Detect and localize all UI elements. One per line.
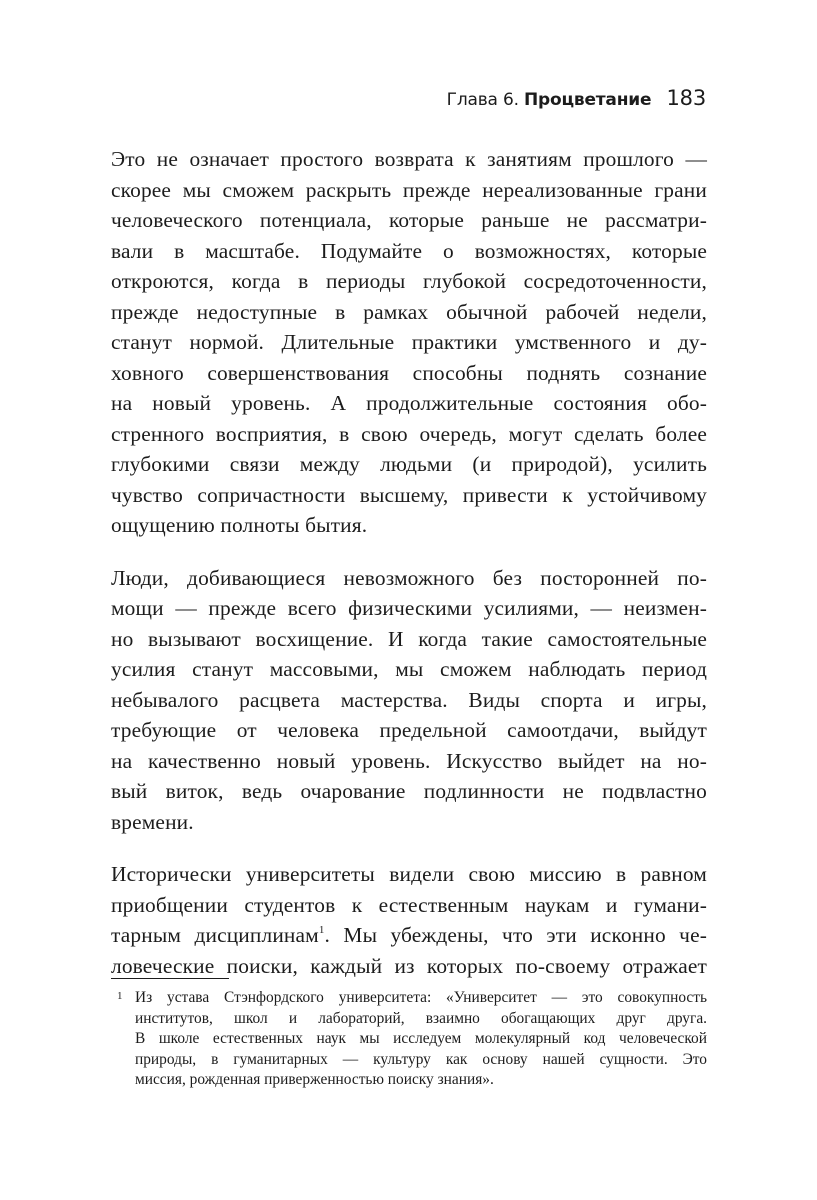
running-head (447, 86, 706, 112)
paragraph-2 (111, 563, 707, 838)
chapter-title: Процветание (524, 90, 652, 110)
text-line: ощущению полноты бытия. (111, 513, 368, 537)
text-line: ховного совершенствования способны поднять сознание (111, 360, 707, 385)
text-line: на новый уровень. А продолжительные состояния обо- (111, 391, 707, 415)
text-line: глубокими связи между людьми (и природой), усилить (111, 452, 707, 476)
text-line: Исторически университеты видели свою миссию в равном (111, 862, 707, 886)
chapter-label: Глава 6. (446, 90, 519, 110)
text-line-with-footnote (111, 920, 707, 951)
text-line: стренного восприятия, в свою очередь, могут сделать более (111, 421, 707, 446)
text-line: скорее мы сможем раскрыть прежде нереализованные грани (111, 177, 707, 202)
footnote-line: природы, в гуманитарных — культуру как основу нашей сущности. Это (135, 1050, 707, 1068)
text-line: приобщении студентов к естественным наукам и гумани- (111, 892, 707, 917)
text-line: на качественно новый уровень. Искусство выйдет на но- (111, 748, 707, 773)
footnote-line: Из устава Стэнфордского университета: «Университет — это совокупность (135, 989, 707, 1006)
footnote-line: институтов, школ и лабораторий, взаимно обогащающих друг друга. (135, 1009, 707, 1027)
footnote-number: 1 (117, 990, 123, 1002)
text-line: откроются, когда в периоды глубокой сосредоточенности, (111, 269, 707, 293)
text-line: ловеческие поиски, каждый из которых по-своему отражает (111, 953, 707, 978)
text-line: вали в масштабе. Подумайте о возможностях, которые (111, 238, 707, 263)
text-line: Люди, добивающиеся невозможного без посторонней по- (111, 565, 707, 590)
text-line: мощи — прежде всего физическими усилиями, — неизмен- (111, 596, 707, 620)
text-line: времени. (111, 809, 194, 834)
text-line: человеческого потенциала, которые раньше не рассматри- (111, 208, 707, 232)
text-line: чувство сопричастности высшему, привести к устойчивому (111, 482, 707, 507)
text-fragment: тарным дисциплинам (111, 923, 319, 947)
footnote-divider (111, 978, 229, 979)
text-line: прежде недоступные в рамках обычной рабочей недели, (111, 299, 707, 324)
footnote-text (135, 988, 707, 1091)
footnote-line: В школе естественных наук мы исследуем молекулярный код человеческой (135, 1030, 707, 1047)
paragraph-3 (111, 859, 707, 981)
text-line: Это не означает простого возврата к занятиям прошлого — (111, 147, 707, 171)
text-fragment: Мы убеждены, что эти исконно че- (330, 923, 707, 947)
body-text (111, 144, 707, 1003)
text-line: требующие от человека предельной самоотдачи, выйдут (111, 718, 707, 742)
footnote-line: миссия, рожденная приверженностью поиску знания». (135, 1071, 494, 1088)
footnote-reference[interactable]: 1 (318, 924, 325, 936)
text-fragment: . (324, 923, 331, 947)
text-line: но вызывают восхищение. И когда такие самостоятельные (111, 626, 707, 651)
footnote (111, 988, 707, 1091)
text-line: небывалого расцвета мастерства. Виды спорта и игры, (111, 687, 707, 712)
paragraph-1 (111, 144, 707, 541)
text-line: станут нормой. Длительные практики умственного и ду- (111, 330, 707, 354)
page-number: 183 (666, 86, 706, 110)
text-line: усилия станут массовыми, мы сможем наблюдать период (111, 657, 707, 681)
text-line: вый виток, ведь очарование подлинности не подвластно (111, 779, 707, 803)
